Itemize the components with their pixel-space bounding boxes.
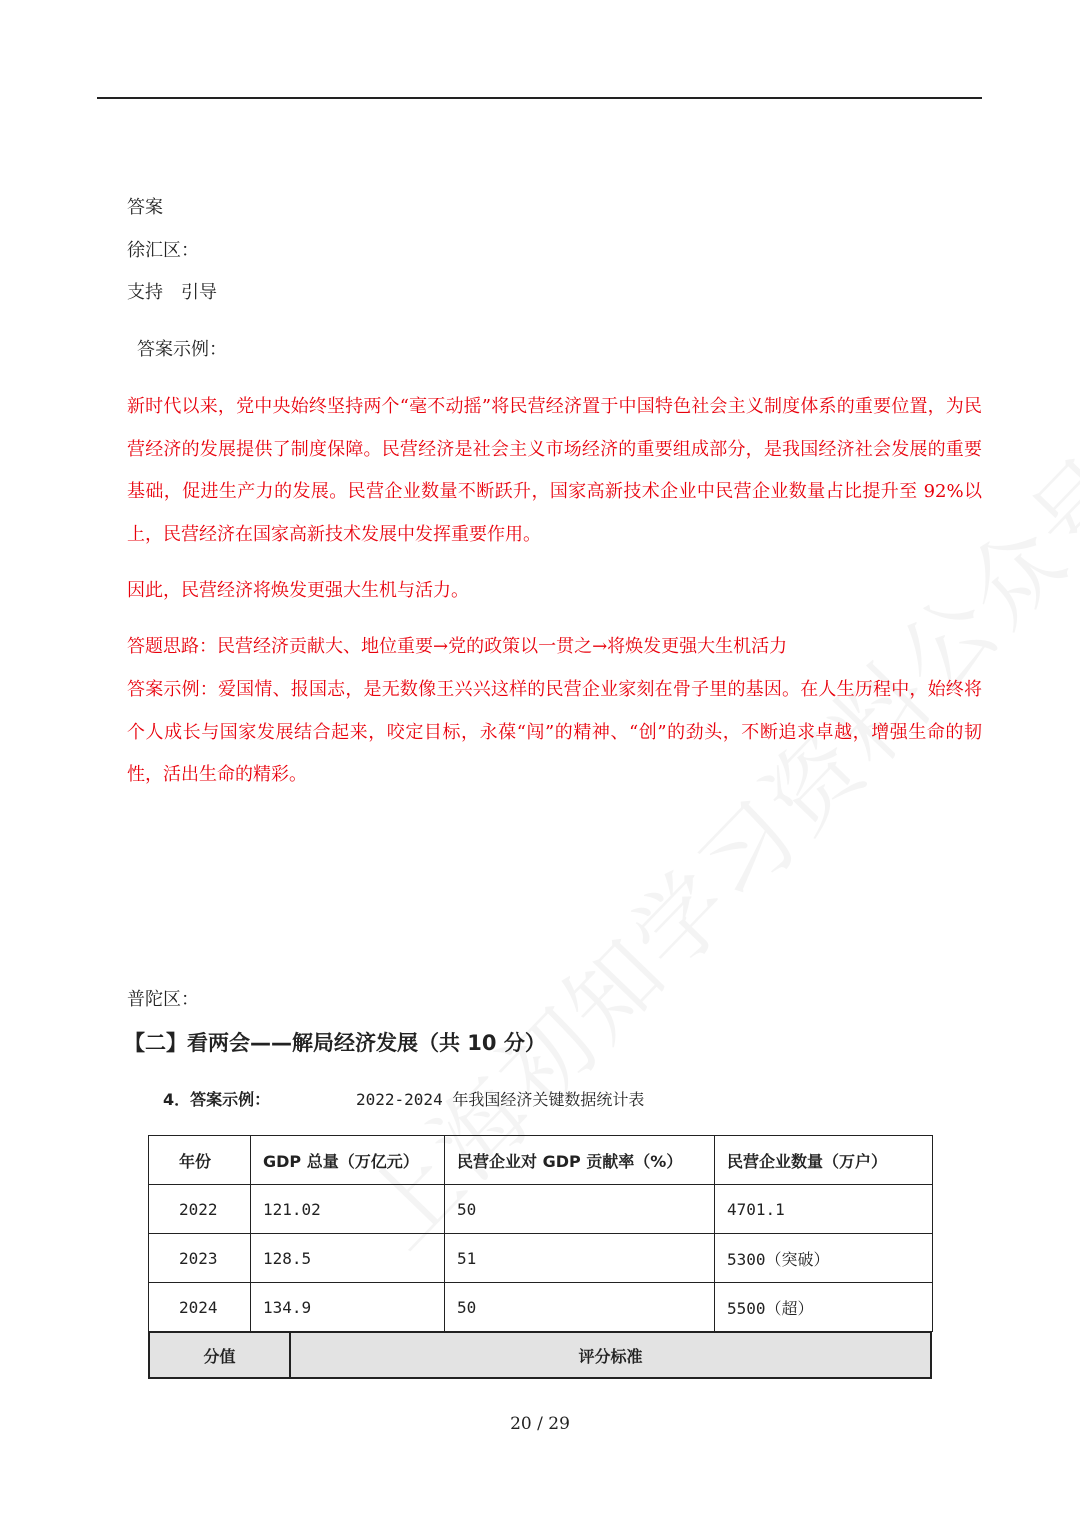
header-score: 分值 — [149, 1332, 290, 1378]
thinking-text: 答题思路：民营经济贡献大、地位重要→党的政策以一贯之→将焕发更强大生机活力 — [127, 636, 788, 657]
cell-year: 2023 — [149, 1234, 251, 1283]
cell-contribution: 51 — [445, 1234, 715, 1283]
header-enterprise-count: 民营企业数量（万户） — [715, 1136, 933, 1185]
section-heading: 【二】看两会——解局经济发展（共 10 分） — [124, 1031, 546, 1055]
page-current: 20 — [510, 1414, 532, 1434]
cell-year: 2024 — [149, 1283, 251, 1332]
cell-enterprise-count: 4701.1 — [715, 1185, 933, 1234]
cell-contribution: 50 — [445, 1185, 715, 1234]
scoring-table — [148, 1331, 932, 1379]
table-header-row — [149, 1136, 933, 1185]
scoring-header-row — [149, 1332, 931, 1378]
answer-label: 答案 — [127, 197, 163, 218]
cell-gdp: 134.9 — [251, 1283, 445, 1332]
district-putuo: 普陀区： — [127, 989, 199, 1010]
conclusion-text: 因此，民营经济将焕发更强大生机与活力。 — [127, 580, 469, 601]
table-row — [149, 1283, 933, 1332]
example-label: 答案示例： — [137, 339, 227, 360]
cell-year: 2022 — [149, 1185, 251, 1234]
example-paragraph: 新时代以来，党中央始终坚持两个“毫不动摇”将民营经济置于中国特色社会主义制度体系的重要位置，为民营经济的发展提供了制度保障。民营经济是社会主义市场经济的重要组成部分，是我国经济社会发展的重要基础，促进生产力的发展。民营企业数量不断跃升，国家高新技术企业中民营企业数量占比提升至 92%以上，民营经济在国家高新技术发展中发挥重要作用。 — [127, 396, 982, 545]
cell-enterprise-count: 5300（突破） — [715, 1234, 933, 1283]
item-label: 4．答案示例： — [163, 1090, 271, 1109]
district-xuhui: 徐汇区： — [127, 240, 199, 261]
example2-paragraph: 答案示例：爱国情、报国志，是无数像王兴兴这样的民营企业家刻在骨子里的基因。在人生历程中，始终将个人成长与国家发展结合起来，咬定目标，永葆“闯”的精神、“创”的劲头，不断追求卓越，增强生命的韧性，活出生命的精彩。 — [127, 679, 982, 785]
answer-words: 支持 引导 — [127, 282, 217, 303]
economic-data-table — [148, 1135, 933, 1332]
cell-contribution: 50 — [445, 1283, 715, 1332]
cell-enterprise-count: 5500（超） — [715, 1283, 933, 1332]
table-row — [149, 1234, 933, 1283]
page-number — [0, 1412, 1080, 1436]
header-gdp: GDP 总量（万亿元） — [251, 1136, 445, 1185]
page-total: 29 — [548, 1414, 570, 1434]
table-title: 2022-2024 年我国经济关键数据统计表 — [356, 1090, 645, 1109]
cell-gdp: 128.5 — [251, 1234, 445, 1283]
header-rule — [97, 97, 982, 99]
header-contribution: 民营企业对 GDP 贡献率（%） — [445, 1136, 715, 1185]
cell-gdp: 121.02 — [251, 1185, 445, 1234]
table-row — [149, 1185, 933, 1234]
page-separator: / — [537, 1414, 543, 1434]
header-year: 年份 — [149, 1136, 251, 1185]
header-criteria: 评分标准 — [290, 1332, 931, 1378]
caption-row — [163, 1088, 645, 1112]
